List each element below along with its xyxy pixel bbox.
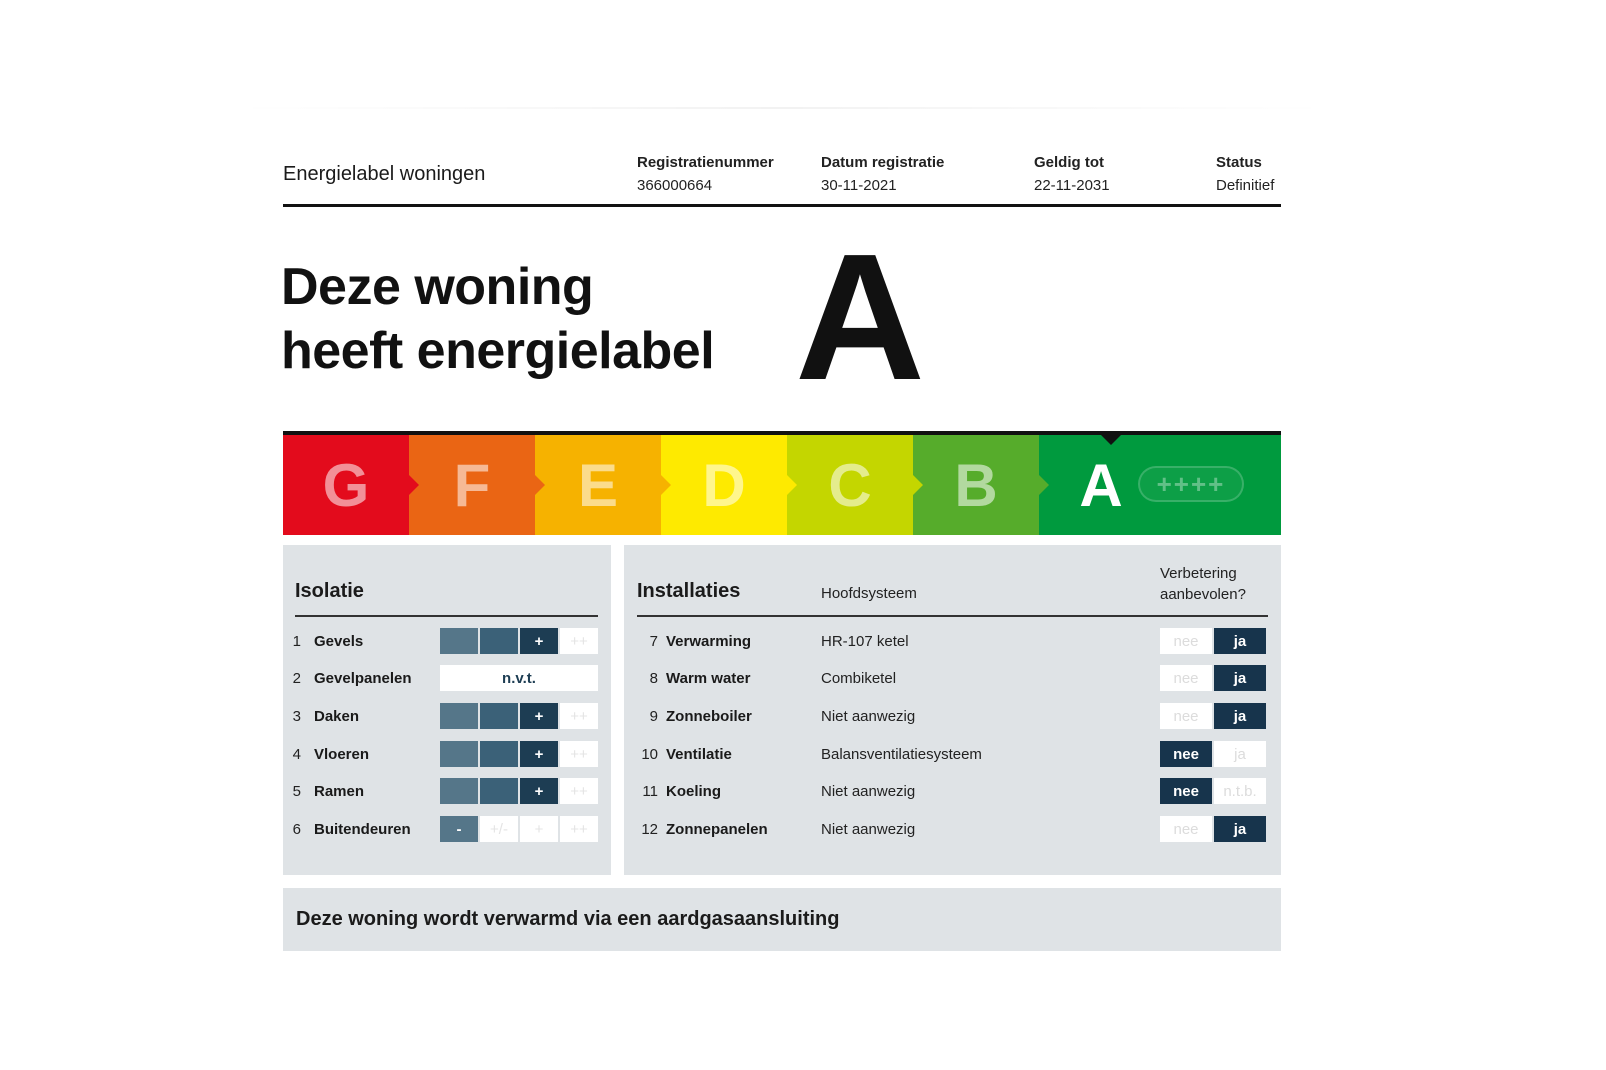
- main-system: Niet aanwezig: [821, 783, 916, 800]
- meta-value: 30-11-2021: [821, 177, 897, 194]
- isolatie-divider: [295, 615, 598, 617]
- row-number: 11: [642, 783, 658, 800]
- scale-letter: G: [322, 451, 370, 519]
- rating-scale: [440, 665, 598, 691]
- energy-label-letter: A: [795, 217, 925, 418]
- row-label: Ramen: [314, 783, 365, 800]
- scale-arrow: [661, 475, 671, 495]
- improvement-indicator: [1160, 703, 1266, 729]
- isolatie-row: [283, 665, 611, 691]
- main-system: Niet aanwezig: [821, 821, 916, 838]
- main-system: Combiketel: [821, 670, 897, 687]
- improvement-indicator: [1160, 741, 1266, 767]
- column-header-improvement-line-2: aanbevolen?: [1160, 586, 1246, 603]
- rating-cell: [480, 703, 518, 729]
- scale-arrow: [409, 475, 419, 495]
- scale-letter: E: [577, 451, 619, 519]
- meta-value: 22-11-2031: [1034, 177, 1110, 194]
- main-system: Niet aanwezig: [821, 708, 916, 725]
- rating-cell: [480, 778, 518, 804]
- isolatie-title: Isolatie: [295, 580, 364, 602]
- improvement-yes: ja: [1214, 703, 1266, 729]
- installaties-title: Installaties: [637, 580, 741, 602]
- row-number: 10: [641, 746, 658, 763]
- row-number: 6: [292, 821, 301, 838]
- isolatie-row: [283, 741, 611, 767]
- rating-cell: [440, 703, 478, 729]
- rating-scale: [440, 741, 598, 767]
- row-label: Zonneboiler: [666, 708, 752, 725]
- meta-status: [1216, 154, 1274, 194]
- improvement-yes: ja: [1214, 741, 1266, 767]
- installatie-row: [624, 778, 1281, 804]
- improvement-yes: ja: [1214, 816, 1266, 842]
- scale-letter: C: [828, 451, 872, 519]
- row-number: 7: [649, 633, 658, 650]
- row-label: Buitendeuren: [314, 821, 411, 838]
- rating-cell: [480, 628, 518, 654]
- rating-cell: ++: [560, 816, 598, 842]
- isolatie-panel: [283, 545, 611, 875]
- rating-cell: +/-: [480, 816, 518, 842]
- meta-value: Definitief: [1216, 177, 1275, 194]
- improvement-indicator: [1160, 665, 1266, 691]
- rating-cell: ++: [560, 703, 598, 729]
- rating-scale: [440, 703, 598, 729]
- improvement-indicator: [1160, 628, 1266, 654]
- rating-scale: [440, 778, 598, 804]
- meta-value: 366000664: [637, 177, 713, 194]
- headline-line-2: heeft energielabel: [281, 322, 715, 380]
- rating-cell: ++: [560, 628, 598, 654]
- row-number: 2: [292, 670, 301, 687]
- scale-letter: B: [954, 451, 998, 519]
- row-number: 8: [649, 670, 658, 687]
- document-title: Energielabel woningen: [283, 163, 486, 185]
- installaties-divider: [637, 615, 1268, 617]
- row-number: 1: [292, 633, 301, 650]
- scale-segment-e: [535, 435, 661, 535]
- energy-scale: [283, 431, 1281, 535]
- rating-cell: ++: [560, 741, 598, 767]
- row-label: Daken: [314, 708, 360, 725]
- document-header: [283, 150, 1281, 207]
- installatie-row: [624, 665, 1281, 691]
- row-label: Zonnepanelen: [666, 821, 768, 838]
- active-pointer: [1097, 431, 1125, 445]
- rating-cell: [440, 628, 478, 654]
- meta-key: Datum registratie: [821, 154, 945, 171]
- main-system: Balansventilatiesysteem: [821, 746, 982, 763]
- scale-arrow: [787, 475, 797, 495]
- installatie-row: [624, 703, 1281, 729]
- scale-arrow: [1039, 475, 1049, 495]
- improvement-no: nee: [1160, 741, 1212, 767]
- improvement-indicator: [1160, 778, 1266, 804]
- rating-cell: +: [520, 703, 558, 729]
- improvement-no: nee: [1160, 665, 1212, 691]
- improvement-no: nee: [1160, 703, 1212, 729]
- improvement-yes: n.t.b.: [1214, 778, 1266, 804]
- row-label: Verwarming: [666, 633, 752, 650]
- row-label: Gevelpanelen: [314, 670, 412, 687]
- meta-key: Geldig tot: [1034, 154, 1104, 171]
- rating-scale: [440, 628, 598, 654]
- improvement-no: nee: [1160, 778, 1212, 804]
- meta-key: Registratienummer: [637, 154, 774, 171]
- scale-segment-b: [913, 435, 1039, 535]
- scale-segment-d: [661, 435, 787, 535]
- scale-letter: A: [1079, 451, 1123, 519]
- meta-registration-date: [821, 154, 944, 194]
- installatie-row: [624, 741, 1281, 767]
- rating-cell: +: [520, 628, 558, 654]
- meta-registration-number: [637, 154, 774, 194]
- rating-scale: [440, 816, 598, 842]
- row-number: 9: [649, 708, 658, 725]
- row-label: Gevels: [314, 633, 364, 650]
- row-label: Warm water: [666, 670, 751, 687]
- plus-pill: ++++: [1138, 466, 1244, 502]
- scale-arrow: [535, 475, 545, 495]
- column-header-system: Hoofdsysteem: [821, 585, 917, 602]
- headline-line-1: Deze woning: [281, 258, 594, 316]
- installatie-row: [624, 628, 1281, 654]
- improvement-yes: ja: [1214, 628, 1266, 654]
- footer-text: Deze woning wordt verwarmd via een aardgasaansluiting: [296, 908, 840, 930]
- rating-cell: ++: [560, 778, 598, 804]
- row-number: 5: [292, 783, 301, 800]
- installatie-row: [624, 816, 1281, 842]
- row-label: Vloeren: [314, 746, 370, 763]
- scale-segment-c: [787, 435, 913, 535]
- improvement-yes: ja: [1214, 665, 1266, 691]
- row-label: Koeling: [666, 783, 721, 800]
- main-system: HR-107 ketel: [821, 633, 909, 650]
- rating-cell: +: [520, 741, 558, 767]
- meta-valid-until: [1034, 154, 1110, 194]
- scale-segment-g: [283, 435, 409, 535]
- isolatie-row: [283, 703, 611, 729]
- scale-letter: F: [453, 451, 491, 519]
- headline: [281, 255, 714, 383]
- footer-note: [283, 888, 1281, 951]
- installaties-panel: [624, 545, 1281, 875]
- scale-letter: D: [702, 451, 746, 519]
- rating-cell: [440, 741, 478, 767]
- improvement-indicator: [1160, 816, 1266, 842]
- row-number: 12: [641, 821, 658, 838]
- isolatie-row: [283, 778, 611, 804]
- rating-cell: -: [440, 816, 478, 842]
- rating-cell: +: [520, 778, 558, 804]
- not-applicable-value: n.v.t.: [440, 665, 598, 691]
- isolatie-row: [283, 816, 611, 842]
- rating-cell: +: [520, 816, 558, 842]
- isolatie-row: [283, 628, 611, 654]
- scale-segment-f: [409, 435, 535, 535]
- column-header-improvement: [1160, 563, 1246, 605]
- meta-key: Status: [1216, 154, 1262, 171]
- row-number: 3: [292, 708, 301, 725]
- row-number: 4: [292, 746, 301, 763]
- rating-cell: [480, 741, 518, 767]
- rating-cell: [440, 778, 478, 804]
- column-header-improvement-line-1: Verbetering: [1160, 565, 1237, 582]
- row-label: Ventilatie: [666, 746, 732, 763]
- scale-arrow: [913, 475, 923, 495]
- top-divider: [232, 107, 1332, 109]
- improvement-no: nee: [1160, 628, 1212, 654]
- improvement-no: nee: [1160, 816, 1212, 842]
